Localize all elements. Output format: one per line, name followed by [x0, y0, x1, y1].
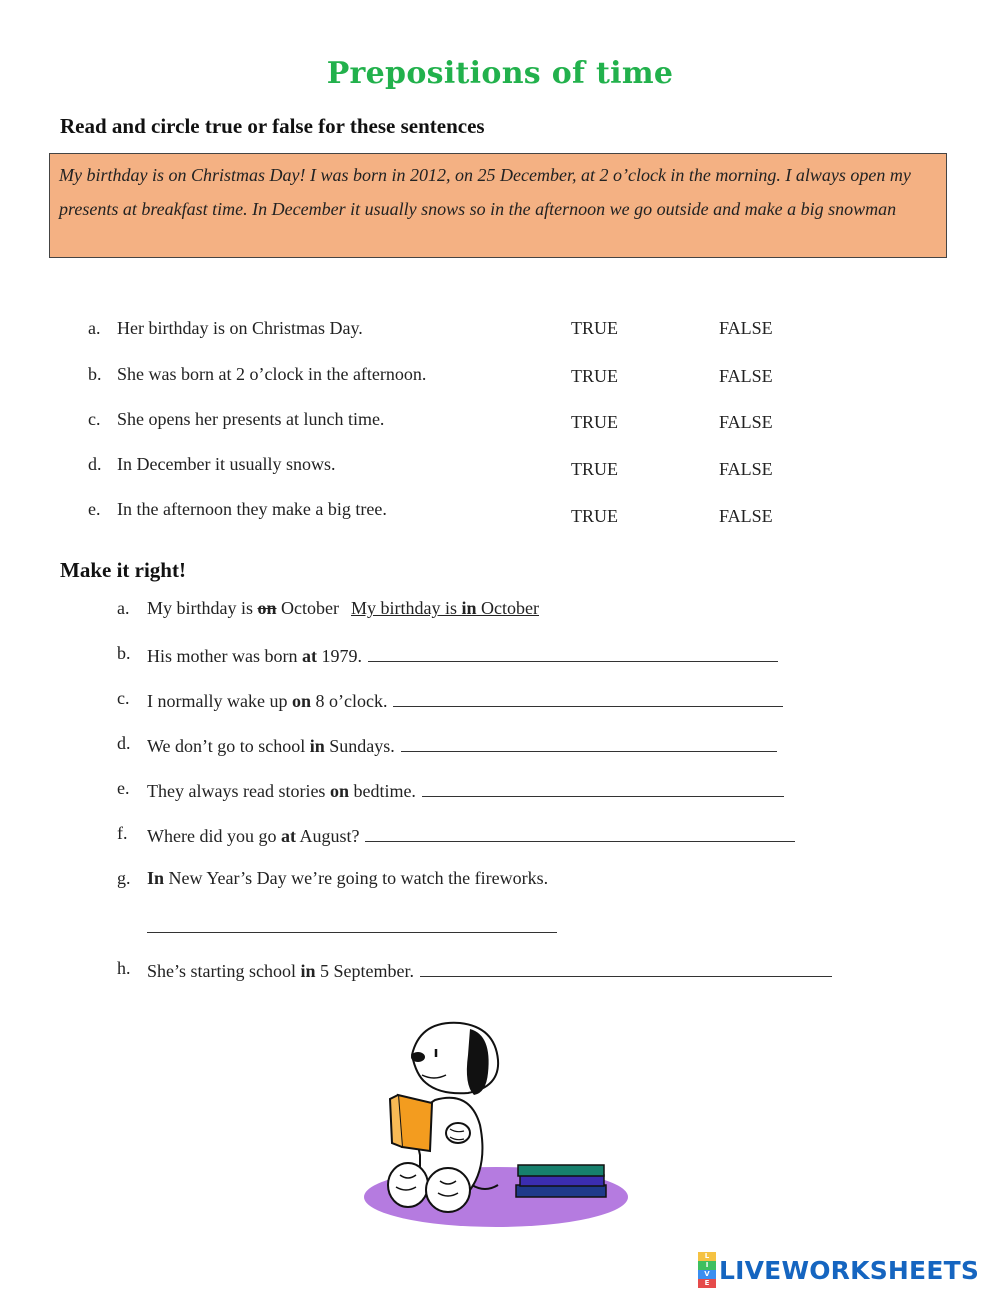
false-option[interactable]: FALSE: [719, 506, 773, 526]
item-sentence: She’s starting school in 5 September.: [147, 958, 832, 982]
answer-blank[interactable]: [420, 958, 832, 977]
answer-blank[interactable]: [147, 932, 557, 933]
tf-item: [0, 364, 1000, 392]
wrong-preposition: In: [147, 868, 165, 888]
example-answer: My birthday is in October: [351, 598, 539, 618]
item-letter: g.: [117, 868, 131, 888]
true-option[interactable]: TRUE: [571, 506, 618, 526]
item-letter: c.: [117, 688, 130, 708]
item-letter: c.: [88, 409, 101, 429]
answer-blank[interactable]: [422, 778, 784, 797]
tf-item: [0, 409, 1000, 437]
wrong-preposition: in: [309, 736, 325, 756]
item-sentence: His mother was born at 1979.: [147, 643, 778, 667]
liveworksheets-logo: [698, 1254, 979, 1286]
item-sentence: She was born at 2 o’clock in the afternoon.: [117, 364, 427, 384]
item-letter: e.: [117, 778, 130, 798]
tf-item: [0, 499, 1000, 527]
false-option[interactable]: FALSE: [719, 366, 773, 386]
item-letter: a.: [88, 318, 101, 338]
item-sentence: They always read stories on bedtime.: [147, 778, 784, 802]
item-letter: e.: [88, 499, 101, 519]
false-option[interactable]: FALSE: [719, 412, 773, 432]
snoopy-reading-illustration: [360, 1015, 640, 1235]
item-letter: h.: [117, 958, 131, 978]
true-option[interactable]: TRUE: [571, 366, 618, 386]
item-sentence: She opens her presents at lunch time.: [117, 409, 385, 429]
wrong-preposition: at: [280, 826, 296, 846]
story-box: My birthday is on Christmas Day! I was born in 2012, on 25 December, at 2 o’clock in the morning. I always open my presents at breakfast time. In December it usually snows so in the afternoon we go outside and make a big snowman: [49, 153, 947, 258]
item-sentence: Where did you go at August?: [147, 823, 795, 847]
answer-blank[interactable]: [365, 823, 795, 842]
item-letter: a.: [117, 598, 130, 618]
item-sentence: My birthday is on October My birthday is in October: [147, 598, 539, 618]
item-sentence: In December it usually snows.: [117, 454, 336, 474]
wrong-preposition: on: [257, 598, 277, 618]
brand-name: LIVEWORKSHEETS: [719, 1255, 980, 1285]
true-option[interactable]: TRUE: [571, 412, 618, 432]
answer-blank[interactable]: [401, 733, 777, 752]
item-letter: d.: [88, 454, 102, 474]
answer-blank[interactable]: [368, 643, 778, 662]
item-sentence: In New Year’s Day we’re going to watch the fireworks.: [147, 868, 549, 888]
item-sentence: We don’t go to school in Sundays.: [147, 733, 777, 757]
wrong-preposition: on: [329, 781, 349, 801]
section1-heading: Read and circle true or false for these sentences: [60, 114, 485, 138]
wrong-preposition: at: [301, 646, 317, 666]
item-letter: b.: [88, 364, 102, 384]
section2-heading: Make it right!: [60, 558, 186, 582]
tf-item: [0, 454, 1000, 482]
wrong-preposition: in: [300, 961, 316, 981]
answer-blank[interactable]: [393, 688, 783, 707]
page-title: Prepositions of time: [326, 56, 674, 91]
logo-mark-icon: L I V E: [698, 1252, 716, 1288]
item-letter: d.: [117, 733, 131, 753]
false-option[interactable]: FALSE: [719, 318, 773, 338]
open-book-icon: [390, 1095, 432, 1151]
item-sentence: Her birthday is on Christmas Day.: [117, 318, 363, 338]
true-option[interactable]: TRUE: [571, 459, 618, 479]
true-option[interactable]: TRUE: [571, 318, 618, 338]
item-sentence: I normally wake up on 8 o’clock.: [147, 688, 783, 712]
false-option[interactable]: FALSE: [719, 459, 773, 479]
tf-item: [0, 318, 1000, 346]
item-letter: f.: [117, 823, 128, 843]
wrong-preposition: on: [291, 691, 311, 711]
item-letter: b.: [117, 643, 131, 663]
books-stack-icon: [516, 1165, 606, 1197]
item-sentence: In the afternoon they make a big tree.: [117, 499, 387, 519]
